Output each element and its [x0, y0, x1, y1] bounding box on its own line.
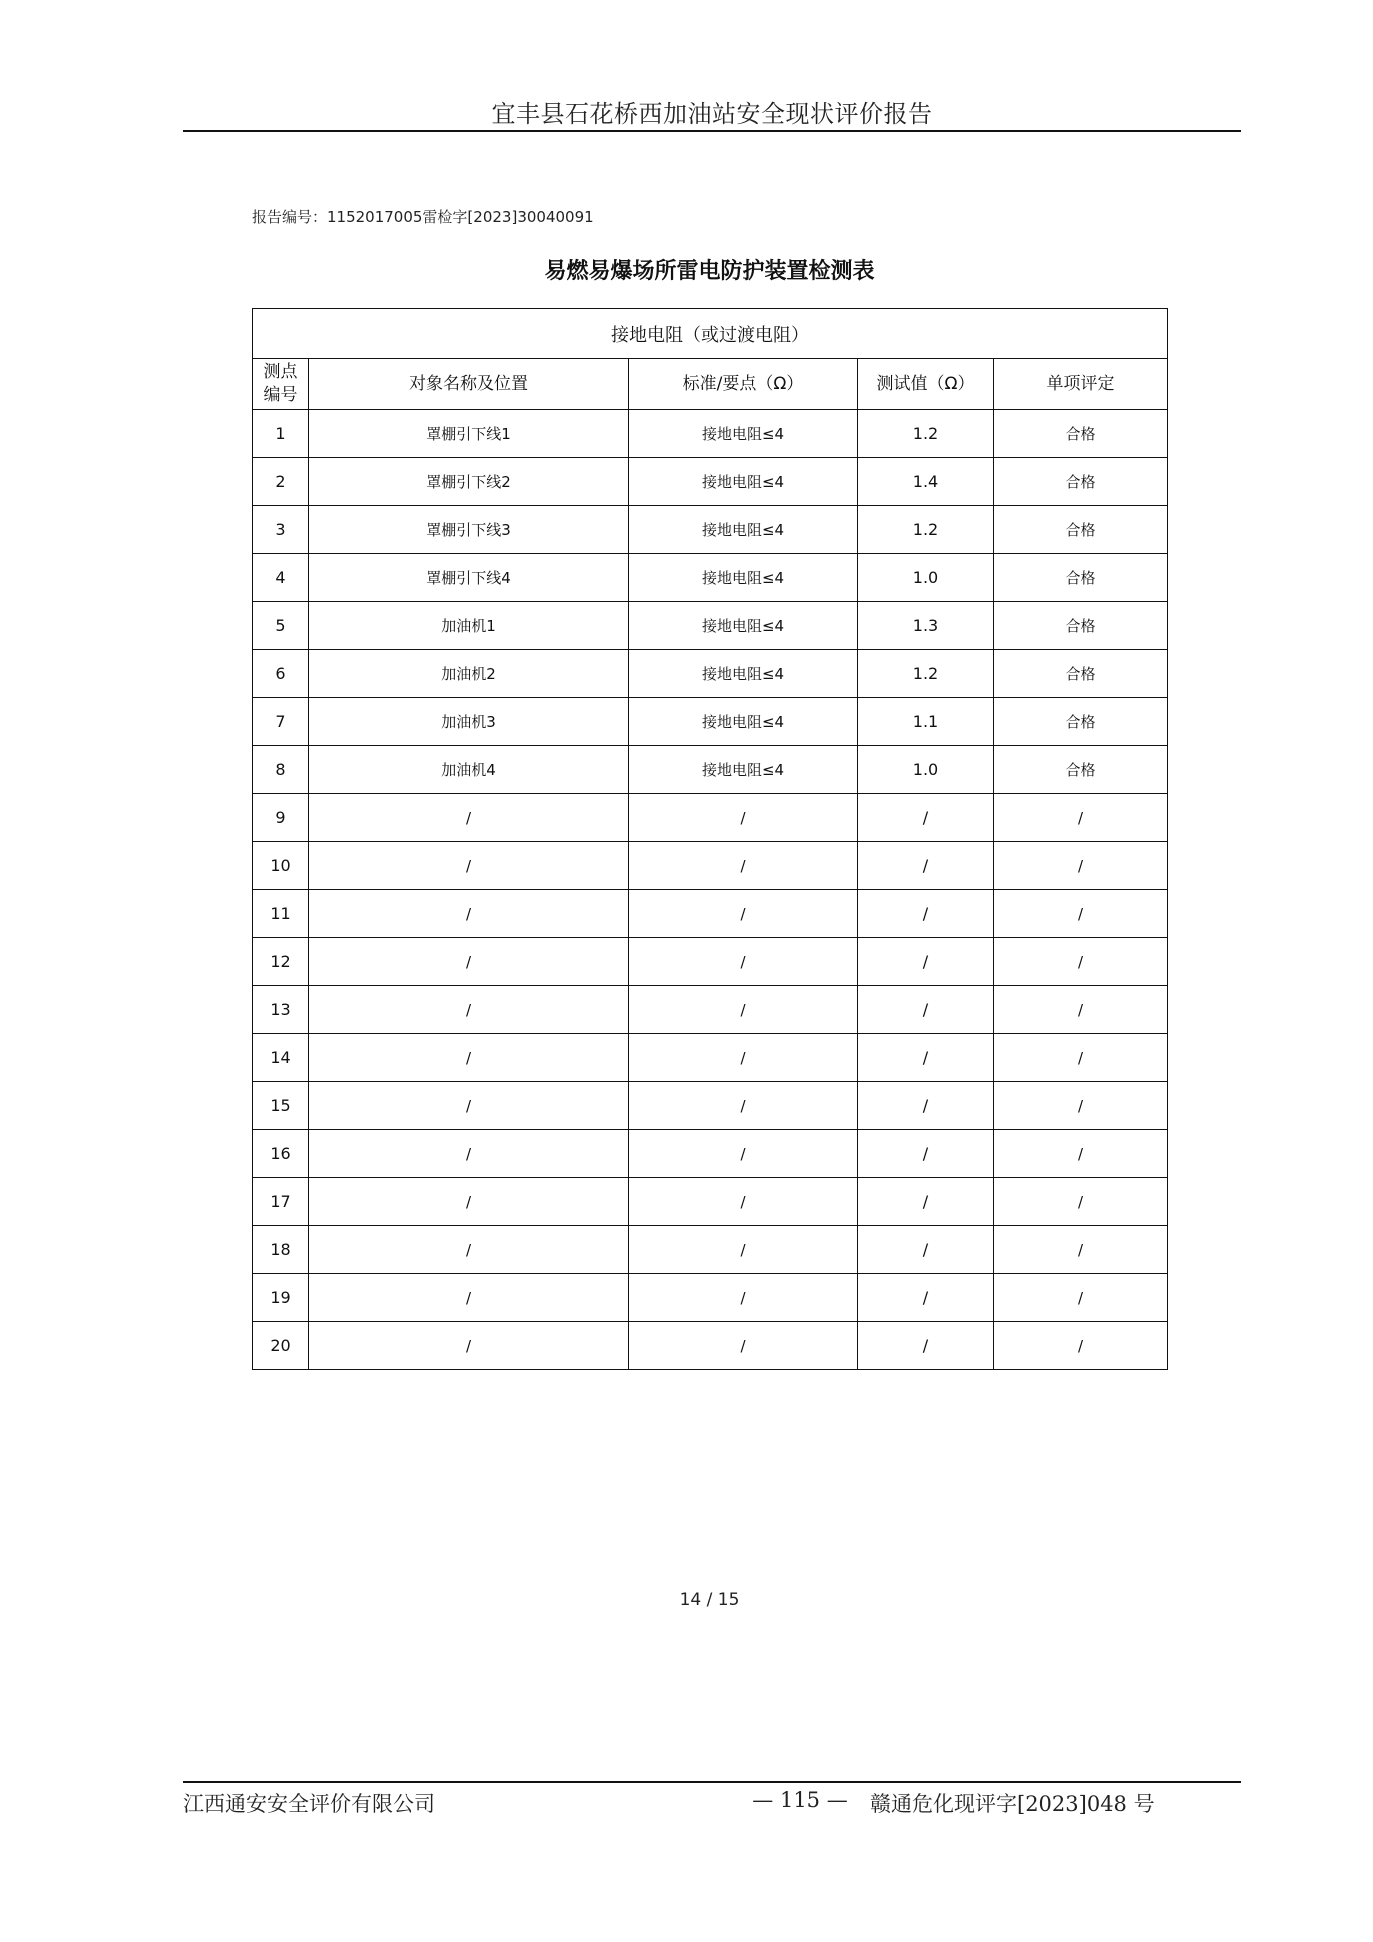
- cell-test-value: /: [858, 938, 994, 986]
- cell-object: /: [309, 986, 629, 1034]
- cell-standard: /: [629, 938, 858, 986]
- cell-object: /: [309, 794, 629, 842]
- cell-point-no: 20: [253, 1322, 309, 1370]
- measurement-table: [252, 308, 1168, 1370]
- cell-point-no: 2: [253, 458, 309, 506]
- cell-standard: /: [629, 842, 858, 890]
- table-row: [253, 938, 1168, 986]
- document-title: 易燃易爆场所雷电防护装置检测表: [544, 259, 875, 284]
- cell-test-value: /: [858, 1034, 994, 1082]
- column-header-rating: 单项评定: [994, 359, 1168, 410]
- cell-rating: /: [994, 890, 1168, 938]
- column-header-standard: 标准/要点（Ω）: [629, 359, 858, 410]
- cell-point-no: 1: [253, 410, 309, 458]
- cell-point-no: 15: [253, 1082, 309, 1130]
- table-body: [253, 410, 1168, 1370]
- cell-standard: /: [629, 1226, 858, 1274]
- table-row: [253, 890, 1168, 938]
- cell-rating: 合格: [994, 602, 1168, 650]
- cell-standard: /: [629, 1322, 858, 1370]
- cell-standard: 接地电阻≤4: [629, 602, 858, 650]
- cell-standard: /: [629, 1034, 858, 1082]
- cell-object: /: [309, 1178, 629, 1226]
- cell-rating: /: [994, 842, 1168, 890]
- footer-page: — 115 —: [752, 1788, 848, 1812]
- cell-object: 加油机2: [309, 650, 629, 698]
- cell-rating: /: [994, 938, 1168, 986]
- cell-point-no: 11: [253, 890, 309, 938]
- cell-test-value: /: [858, 1322, 994, 1370]
- header-divider: [183, 130, 1241, 132]
- cell-object: /: [309, 1226, 629, 1274]
- cell-test-value: /: [858, 842, 994, 890]
- cell-object: /: [309, 1034, 629, 1082]
- cell-object: 罩棚引下线1: [309, 410, 629, 458]
- cell-standard: 接地电阻≤4: [629, 698, 858, 746]
- column-header-point-no: 测点 编号: [253, 359, 309, 410]
- cell-standard: 接地电阻≤4: [629, 650, 858, 698]
- cell-point-no: 4: [253, 554, 309, 602]
- cell-standard: 接地电阻≤4: [629, 506, 858, 554]
- cell-test-value: /: [858, 986, 994, 1034]
- cell-point-no: 12: [253, 938, 309, 986]
- cell-object: /: [309, 890, 629, 938]
- cell-point-no: 3: [253, 506, 309, 554]
- cell-standard: /: [629, 1082, 858, 1130]
- cell-point-no: 8: [253, 746, 309, 794]
- page-header-title: 宜丰县石花桥西加油站安全现状评价报告: [491, 100, 933, 128]
- cell-point-no: 17: [253, 1178, 309, 1226]
- cell-rating: /: [994, 1130, 1168, 1178]
- section-title: 接地电阻（或过渡电阻）: [253, 309, 1168, 359]
- cell-standard: /: [629, 1130, 858, 1178]
- cell-point-no: 7: [253, 698, 309, 746]
- cell-object: 罩棚引下线3: [309, 506, 629, 554]
- table-row: [253, 650, 1168, 698]
- cell-point-no: 16: [253, 1130, 309, 1178]
- cell-rating: /: [994, 1226, 1168, 1274]
- table-row: [253, 794, 1168, 842]
- cell-object: 加油机1: [309, 602, 629, 650]
- cell-test-value: 1.1: [858, 698, 994, 746]
- cell-standard: /: [629, 986, 858, 1034]
- cell-test-value: 1.0: [858, 746, 994, 794]
- cell-standard: 接地电阻≤4: [629, 458, 858, 506]
- cell-rating: /: [994, 1322, 1168, 1370]
- table-row: [253, 602, 1168, 650]
- table-row: [253, 986, 1168, 1034]
- table-row: [253, 698, 1168, 746]
- cell-rating: /: [994, 1274, 1168, 1322]
- table-row: [253, 554, 1168, 602]
- cell-rating: 合格: [994, 650, 1168, 698]
- cell-rating: /: [994, 1034, 1168, 1082]
- table-row: [253, 1082, 1168, 1130]
- cell-rating: 合格: [994, 554, 1168, 602]
- cell-test-value: 1.4: [858, 458, 994, 506]
- cell-standard: 接地电阻≤4: [629, 410, 858, 458]
- cell-point-no: 10: [253, 842, 309, 890]
- footer-doc-code: 赣通危化现评字[2023]048 号: [870, 1792, 1155, 1816]
- cell-object: /: [309, 1274, 629, 1322]
- cell-point-no: 13: [253, 986, 309, 1034]
- cell-point-no: 6: [253, 650, 309, 698]
- cell-object: /: [309, 1130, 629, 1178]
- cell-standard: 接地电阻≤4: [629, 746, 858, 794]
- cell-rating: 合格: [994, 410, 1168, 458]
- table-row: [253, 1274, 1168, 1322]
- cell-standard: /: [629, 890, 858, 938]
- cell-standard: /: [629, 794, 858, 842]
- cell-test-value: 1.2: [858, 506, 994, 554]
- table-row: [253, 458, 1168, 506]
- cell-rating: /: [994, 1178, 1168, 1226]
- table-row: [253, 1226, 1168, 1274]
- cell-test-value: 1.2: [858, 410, 994, 458]
- cell-rating: 合格: [994, 746, 1168, 794]
- cell-object: /: [309, 842, 629, 890]
- cell-object: 加油机4: [309, 746, 629, 794]
- page-number: 14 / 15: [679, 1590, 740, 1610]
- cell-point-no: 18: [253, 1226, 309, 1274]
- cell-test-value: /: [858, 890, 994, 938]
- cell-object: /: [309, 1082, 629, 1130]
- column-header-test-value: 测试值（Ω）: [858, 359, 994, 410]
- footer-divider: [183, 1781, 1241, 1783]
- cell-object: 加油机3: [309, 698, 629, 746]
- cell-rating: /: [994, 1082, 1168, 1130]
- table-row: [253, 842, 1168, 890]
- table-row: [253, 1130, 1168, 1178]
- cell-object: /: [309, 1322, 629, 1370]
- footer-company: 江西通安安全评价有限公司: [183, 1792, 435, 1816]
- cell-point-no: 9: [253, 794, 309, 842]
- cell-point-no: 14: [253, 1034, 309, 1082]
- cell-object: 罩棚引下线4: [309, 554, 629, 602]
- cell-test-value: 1.0: [858, 554, 994, 602]
- cell-standard: /: [629, 1178, 858, 1226]
- cell-rating: /: [994, 986, 1168, 1034]
- cell-test-value: /: [858, 1178, 994, 1226]
- cell-rating: 合格: [994, 506, 1168, 554]
- cell-point-no: 19: [253, 1274, 309, 1322]
- table-section-row: [253, 309, 1168, 359]
- cell-test-value: /: [858, 794, 994, 842]
- cell-test-value: /: [858, 1130, 994, 1178]
- cell-test-value: 1.2: [858, 650, 994, 698]
- table-row: [253, 746, 1168, 794]
- table-header-row: [253, 359, 1168, 410]
- cell-rating: /: [994, 794, 1168, 842]
- report-number: 报告编号：1152017005雷检字[2023]30040091: [252, 208, 594, 226]
- table-row: [253, 1178, 1168, 1226]
- cell-object: 罩棚引下线2: [309, 458, 629, 506]
- cell-point-no: 5: [253, 602, 309, 650]
- cell-standard: 接地电阻≤4: [629, 554, 858, 602]
- table-row: [253, 410, 1168, 458]
- cell-rating: 合格: [994, 458, 1168, 506]
- column-header-object: 对象名称及位置: [309, 359, 629, 410]
- cell-test-value: /: [858, 1274, 994, 1322]
- table-row: [253, 1034, 1168, 1082]
- table-row: [253, 506, 1168, 554]
- cell-standard: /: [629, 1274, 858, 1322]
- table-row: [253, 1322, 1168, 1370]
- cell-test-value: /: [858, 1226, 994, 1274]
- cell-test-value: /: [858, 1082, 994, 1130]
- cell-rating: 合格: [994, 698, 1168, 746]
- cell-object: /: [309, 938, 629, 986]
- cell-test-value: 1.3: [858, 602, 994, 650]
